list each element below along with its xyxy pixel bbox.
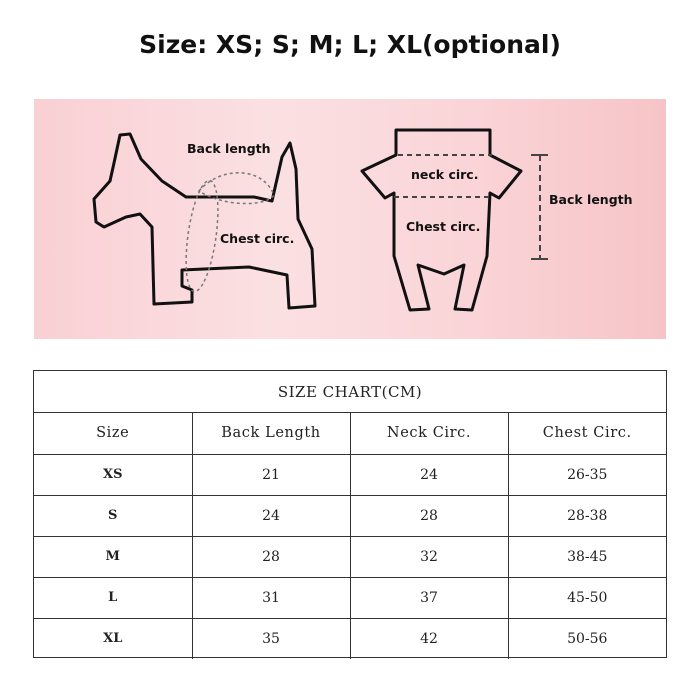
size-chart-title: SIZE CHART(CM) <box>34 371 666 413</box>
table-row <box>34 454 666 495</box>
dog-back-length-label: Back length <box>187 141 271 156</box>
size-cell: XS <box>34 454 192 495</box>
header-back-length: Back Length <box>192 413 350 454</box>
size-table <box>34 413 666 659</box>
chest-circ-cell: 50-56 <box>508 618 666 659</box>
chest-circ-cell: 45-50 <box>508 577 666 618</box>
measurement-diagram <box>34 99 666 339</box>
neck-circ-cell: 37 <box>350 577 508 618</box>
chest-circ-cell: 38-45 <box>508 536 666 577</box>
table-row <box>34 495 666 536</box>
garment-neck-label: neck circ. <box>411 167 479 182</box>
garment-chest-label: Chest circ. <box>406 219 481 234</box>
table-row <box>34 577 666 618</box>
back-length-cell: 24 <box>192 495 350 536</box>
page-title: Size: XS; S; M; L; XL(optional) <box>139 30 561 59</box>
size-cell: M <box>34 536 192 577</box>
chest-circ-cell: 26-35 <box>508 454 666 495</box>
neck-circ-cell: 32 <box>350 536 508 577</box>
table-header-row <box>34 413 666 454</box>
size-cell: XL <box>34 618 192 659</box>
header-chest-circ: Chest Circ. <box>508 413 666 454</box>
size-cell: S <box>34 495 192 536</box>
neck-circ-cell: 24 <box>350 454 508 495</box>
neck-circ-cell: 42 <box>350 618 508 659</box>
back-length-cell: 31 <box>192 577 350 618</box>
back-length-cell: 28 <box>192 536 350 577</box>
header-neck-circ: Neck Circ. <box>350 413 508 454</box>
back-length-cell: 21 <box>192 454 350 495</box>
size-chart <box>33 370 667 658</box>
back-length-cell: 35 <box>192 618 350 659</box>
header-size: Size <box>34 413 192 454</box>
dog-outline-icon <box>94 134 315 308</box>
measurement-illustration <box>34 99 666 339</box>
chest-circ-cell: 28-38 <box>508 495 666 536</box>
table-row <box>34 618 666 659</box>
table-row <box>34 536 666 577</box>
neck-circ-cell: 28 <box>350 495 508 536</box>
dog-chest-label: Chest circ. <box>220 231 295 246</box>
size-cell: L <box>34 577 192 618</box>
garment-back-length-label: Back length <box>549 192 633 207</box>
